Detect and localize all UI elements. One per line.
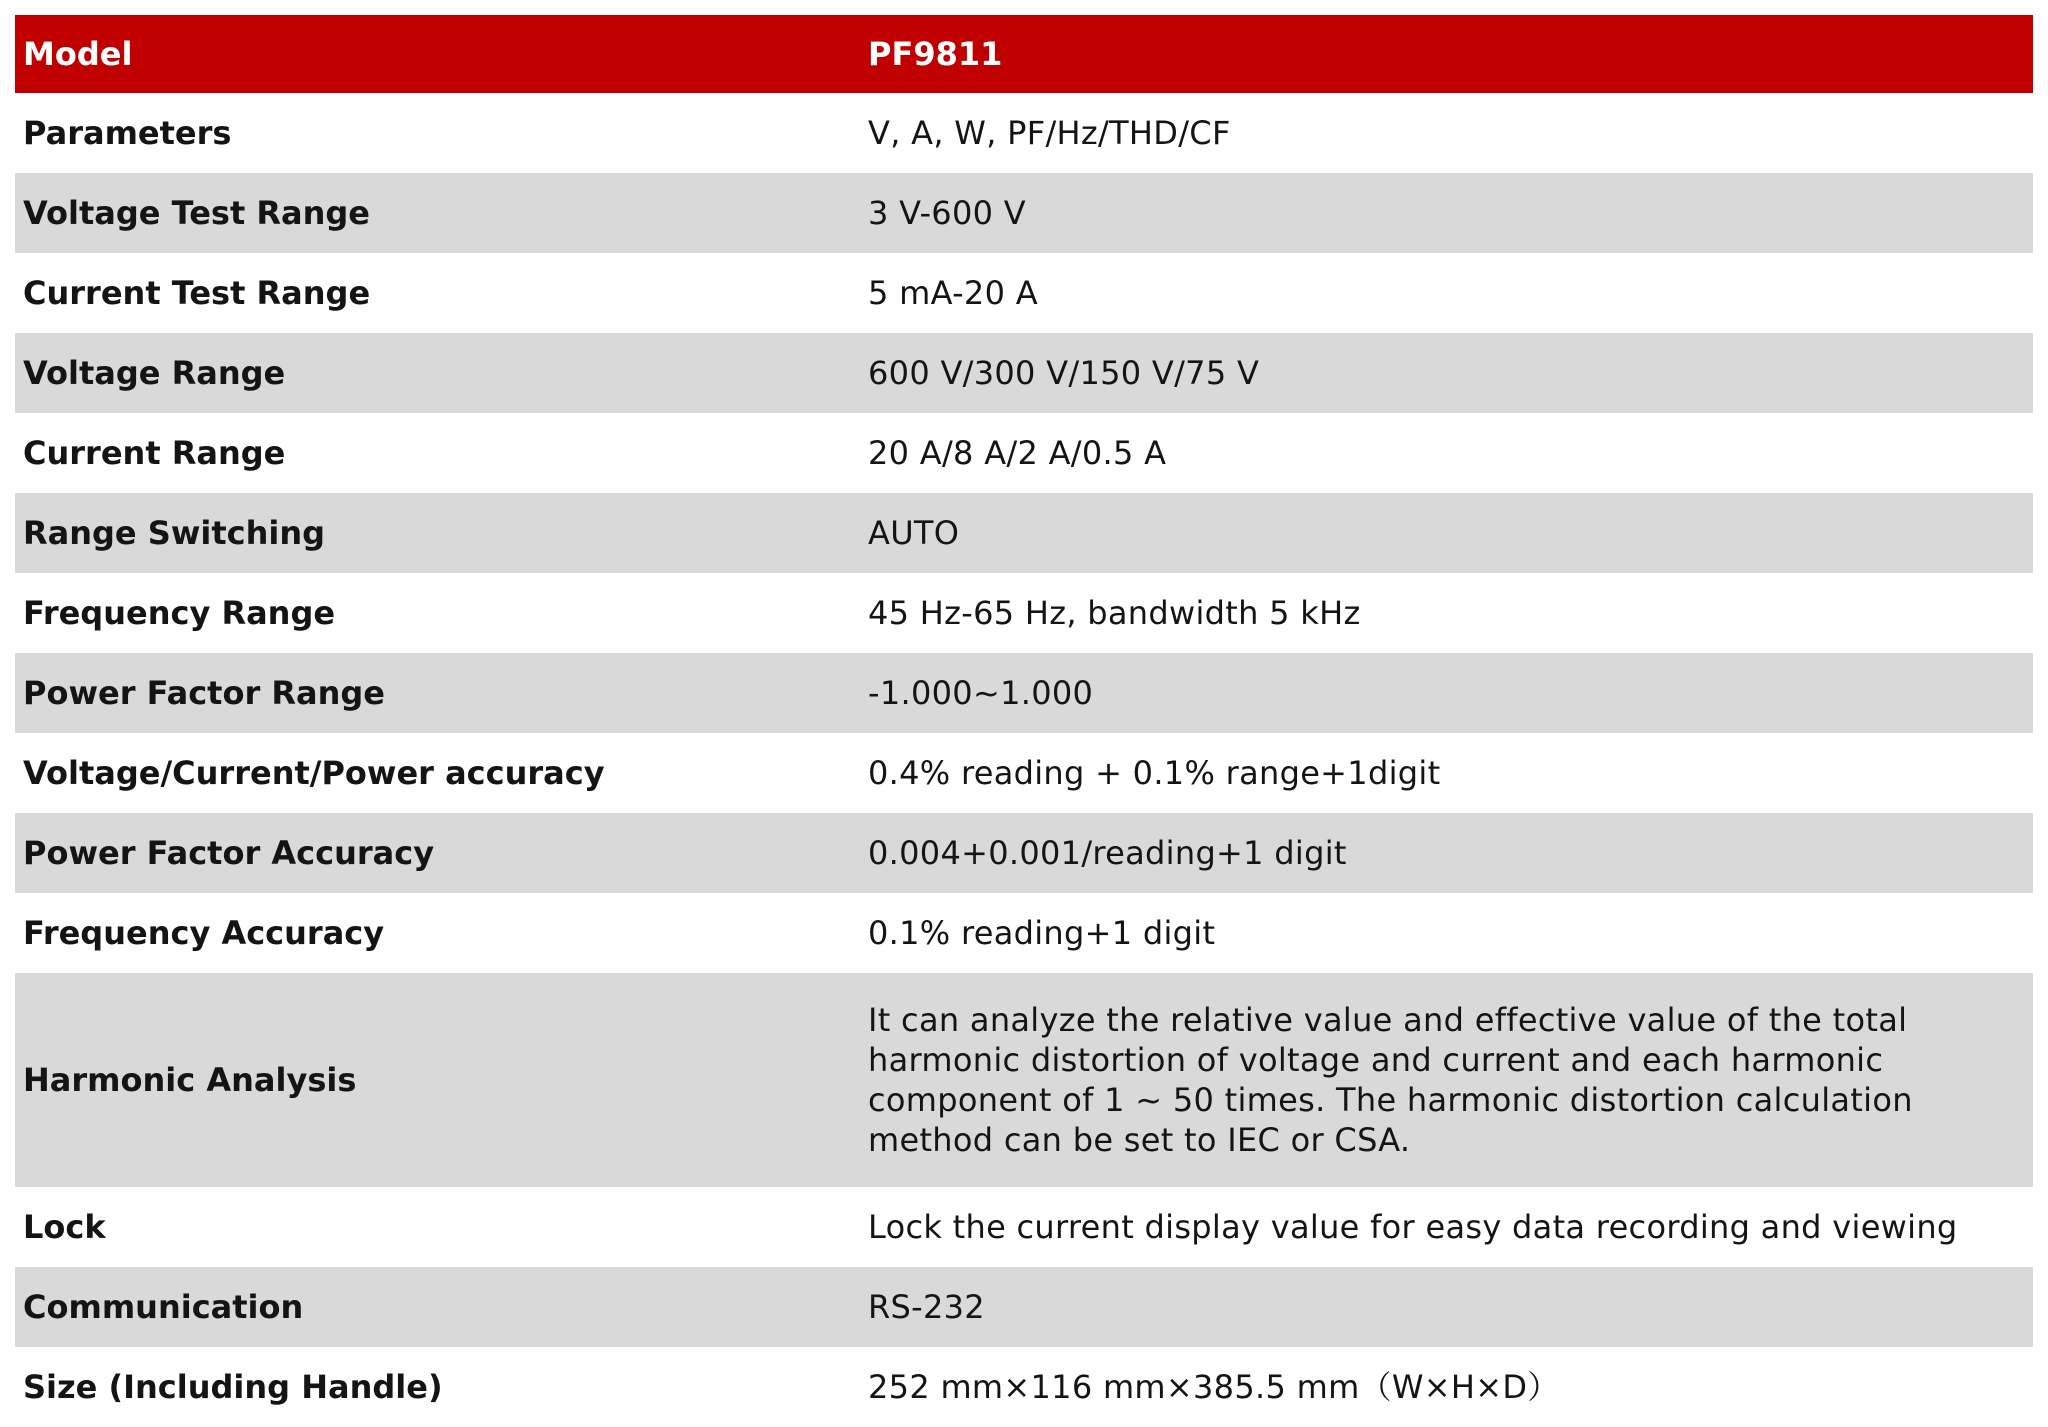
row-label: Harmonic Analysis [23, 1061, 357, 1099]
row-label: Voltage/Current/Power accuracy [23, 754, 605, 792]
row-value: 0.1% reading+1 digit [868, 914, 1216, 952]
table-row [15, 1347, 2033, 1427]
row-label: Power Factor Accuracy [23, 834, 435, 872]
table-header-row [15, 15, 2033, 93]
row-label: Voltage Test Range [23, 194, 370, 232]
table-row [15, 973, 2033, 1187]
row-label: Current Range [23, 434, 286, 472]
row-label: Range Switching [23, 514, 326, 552]
row-label: Current Test Range [23, 274, 371, 312]
header-model-value: PF9811 [868, 35, 1003, 73]
row-label: Size (Including Handle) [23, 1368, 443, 1406]
table-row [15, 253, 2033, 333]
row-label: Frequency Accuracy [23, 914, 385, 952]
row-value: 0.004+0.001/reading+1 digit [868, 834, 1347, 872]
row-label: Frequency Range [23, 594, 336, 632]
row-label: Parameters [23, 114, 232, 152]
row-value: 20 A/8 A/2 A/0.5 A [868, 434, 1167, 472]
table-row [15, 93, 2033, 173]
table-row [15, 413, 2033, 493]
table-row [15, 813, 2033, 893]
row-value: AUTO [868, 514, 960, 552]
table-row [15, 893, 2033, 973]
row-label: Communication [23, 1288, 304, 1326]
row-value: 600 V/300 V/150 V/75 V [868, 354, 1260, 392]
row-value: 252 mm×116 mm×385.5 mm（W×H×D） [868, 1368, 1560, 1406]
row-label: Lock [23, 1208, 106, 1246]
table-row [15, 733, 2033, 813]
row-value: RS-232 [868, 1288, 985, 1326]
row-label: Voltage Range [23, 354, 286, 392]
row-value: 0.4% reading + 0.1% range+1digit [868, 754, 1441, 792]
row-value: -1.000~1.000 [868, 674, 1094, 712]
row-value: Lock the current display value for easy data recording and viewing [868, 1208, 1958, 1246]
table-row [15, 333, 2033, 413]
row-value: 3 V-600 V [868, 194, 1026, 232]
row-label: Power Factor Range [23, 674, 385, 712]
spec-table [15, 15, 2033, 1427]
row-value: V, A, W, PF/Hz/THD/CF [868, 114, 1231, 152]
table-row [15, 573, 2033, 653]
table-row [15, 173, 2033, 253]
header-label: Model [23, 35, 133, 73]
row-value: 45 Hz-65 Hz, bandwidth 5 kHz [868, 594, 1361, 632]
row-value: 5 mA-20 A [868, 274, 1038, 312]
table-row [15, 1187, 2033, 1267]
table-row [15, 1267, 2033, 1347]
table-row [15, 493, 2033, 573]
row-value: It can analyze the relative value and effective value of the total harmonic distortion of voltage and current and each harmonic component of 1 ~ 50 times. The harmonic distortion calculation method can be set to IEC or CSA. [868, 1001, 1913, 1159]
table-row [15, 653, 2033, 733]
